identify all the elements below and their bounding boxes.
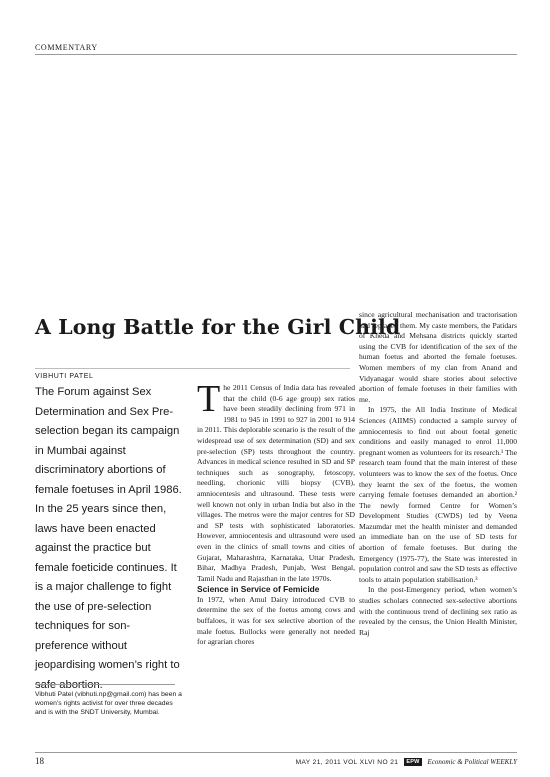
epw-logo: EPW <box>406 759 420 765</box>
drop-cap: T <box>197 378 221 420</box>
abstract-text: The Forum against Sex Determination and Sex Pre-selection began its campaign in Mumbai against discriminatory abortions of female foetuses in April 1986. In the 25 years since then, laws have been enacted against the practice but female foeticide continues. It is a major challenge to fight the use of pre-selection techniques for son-preference without jeopardising women’s right to safe abortion. <box>35 386 182 691</box>
page-number: 18 <box>35 756 44 766</box>
body-column-middle <box>197 378 355 648</box>
author-byline: VIBHUTI PATEL <box>35 373 94 380</box>
section-subhead: Science in Service of Femicide <box>197 584 320 595</box>
footer-publication-info <box>296 758 517 766</box>
publication-name: Economic & Political WEEKLY <box>427 758 517 766</box>
article-abstract <box>35 383 183 695</box>
body-paragraph: In the post-Emergency period, when women’s studies scholars connected sex-selective abortions with the continuous trend of declining sex ratio as revealed by the census, the Union Health Minister, Raj <box>359 585 517 637</box>
body-paragraph <box>197 378 355 584</box>
paragraph-text: he 2011 Census of India data has revealed that the child (0-6 age group) sex ratios have been steadily declining from 971 in 1981 to 945 in 1991 to 927 in 2001 to 914 in 2011. This deplorable scenario is the result of the widespread use of sex determination (SD) and sex pre-selection (SP) tests throughout the country. Advances in medical science resulted in SD and SP techniques such as sonography, fetoscopy, needling, chorionic villi biopsy (CVB), amniocentesis and ultrasound. These tests were well known not only in urban India but also in the villages. The metros were the major centres for SD and SP tests with sophisticated laboratories. However, amniocentesis and ultrasound were used even in the clinics of small towns and cities of Gujarat, Maharashtra, Karnataka, Uttar Pradesh, Bihar, Madhya Pradesh, Punjab, West Bengal, Tamil Nadu and Rajasthan in the late 1970s. <box>197 383 355 583</box>
section-label: COMMENTARY <box>35 43 98 52</box>
issue-date: MAY 21, 2011 VOL XLVI NO 21 <box>295 758 399 766</box>
title-rule <box>35 368 350 369</box>
header-rule <box>35 54 517 55</box>
body-paragraph: since agricultural mechanisation and tractorisation had replaced them. My caste members, the Patidars of Kheda and Mehsana districts quickly started using the CVB for identification of the sex of the human foetus and aborted the female foetuses. Women members of my clan from Anand and Vidyanagar would share stories about selective abortion of female foetuses in their families with me. <box>359 310 517 404</box>
article-title: A Long Battle for the Girl Child <box>35 315 401 339</box>
body-paragraph: In 1975, the All India Institute of Medical Sciences (AIIMS) conducted a sample survey of amniocentesis to find out about foetal genetic conditions and easily managed to enrol 11,000 pregnant women as volunteers for its research.¹ The research team found that the main interest of these volunteers was to know the sex of the foetus. Once they learnt the sex of the foetus, the women carrying female foetuses demanded an abortion.² The newly formed Centre for Women’s Development Studies (CWDS) led by Veena Mazumdar met the health minister and demanded an immediate ban on the use of SD tests for abortion of female foetuses. But during the Emergency (1975-77), the State was interested in population control and saw the SD tests as effective tools to attain population stabilisation.³ <box>359 405 517 584</box>
author-note-rule <box>35 684 175 685</box>
footer-rule <box>35 752 517 753</box>
body-paragraph: In 1972, when Amul Dairy introduced CVB to determine the sex of the foetus among cows and buffaloes, it was for sex selective abortion of the male foetus. Bullocks were generally not needed for agrarian chores <box>197 594 355 647</box>
author-note: Vibhuti Patel (vibhuti.np@gmail.com) has been a women’s rights activist for over three decades and is with the SNDT University, Mumbai. <box>35 691 182 717</box>
body-column-right <box>359 310 517 638</box>
